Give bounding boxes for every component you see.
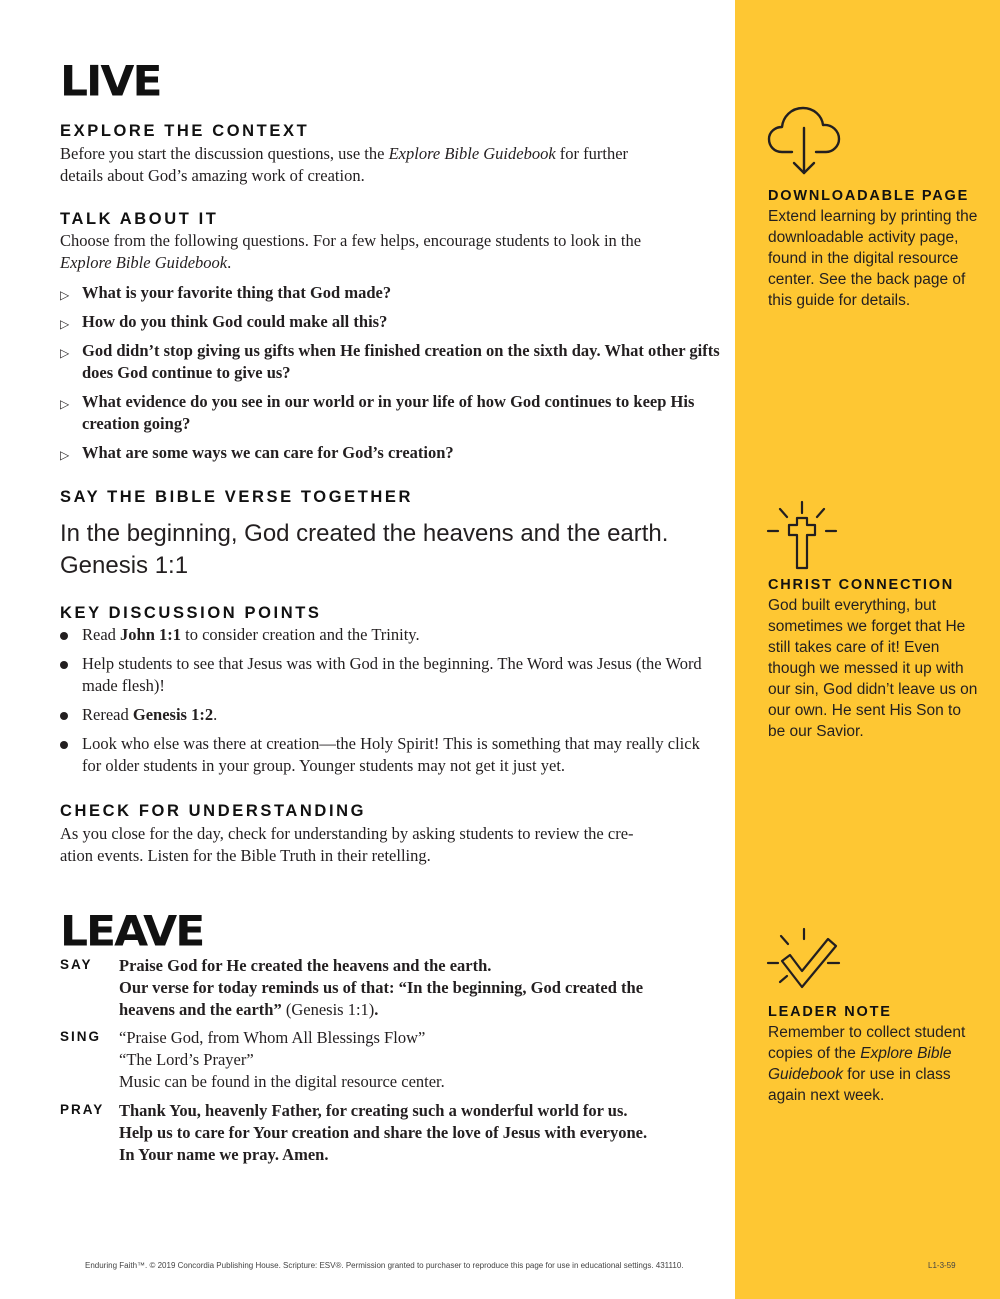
leader-note	[768, 1002, 978, 1106]
explore-text-part: Before you start the discussion questions, use the	[60, 144, 389, 163]
list-item	[60, 311, 720, 333]
point-text: Reread	[82, 705, 133, 724]
question-text: What evidence do you see in our world or in your life of how God continues to keep His creation going?	[82, 392, 695, 433]
pray-line: Thank You, heavenly Father, for creating such a wonderful world for us.	[119, 1101, 628, 1120]
pray-label: PRAY	[60, 1102, 105, 1117]
check-text-part: As you close for the day, check for understanding by asking students to review the cre-	[60, 824, 634, 843]
say-line: Praise God for He created the heavens and the earth.	[119, 956, 492, 975]
shining-checkmark-icon	[766, 927, 842, 997]
guidebook-title: Explore Bible Guidebook	[768, 1045, 952, 1083]
say-label: SAY	[60, 957, 93, 972]
triangle-bullet-icon: ▷	[60, 397, 70, 411]
list-item	[60, 653, 720, 697]
downloadable-text: Extend learning by printing the downloadable activity page, found in the digital resource center. See the back page of this guide for details.	[768, 208, 978, 309]
talk-heading: TALK ABOUT IT	[60, 210, 219, 228]
sing-line: Music can be found in the digital resource center.	[119, 1072, 445, 1091]
sing-line: “The Lord’s Prayer”	[119, 1050, 254, 1069]
leader-text-part: for use in class again next week.	[768, 1066, 951, 1104]
pray-line: In Your name we pray. Amen.	[119, 1145, 329, 1164]
triangle-bullet-icon: ▷	[60, 288, 70, 302]
downloadable-note	[768, 186, 978, 311]
leader-text	[768, 1022, 978, 1106]
leader-heading: LEADER NOTE	[768, 1004, 892, 1020]
verse-heading: SAY THE BIBLE VERSE TOGETHER	[60, 488, 414, 506]
point-text: to consider creation and the Trinity.	[181, 625, 420, 644]
say-line: Our verse for today reminds us of that: “In the beginning, God created the	[119, 978, 644, 997]
check-heading: CHECK FOR UNDERSTANDING	[60, 802, 367, 820]
question-text: How do you think God could make all this?	[82, 312, 388, 331]
scripture-ref: John 1:1	[120, 625, 182, 644]
cloud-download-icon	[766, 100, 844, 178]
pray-line: Help us to care for Your creation and share the love of Jesus with everyone.	[119, 1123, 648, 1142]
bullet-dot-icon	[60, 632, 68, 640]
say-line-part: heavens and the earth”	[119, 1000, 282, 1019]
explore-text-part: for further	[555, 144, 629, 163]
sing-label: SING	[60, 1029, 102, 1044]
leader-text-part: Remember to collect student copies of the	[768, 1024, 966, 1062]
bullet-dot-icon	[60, 661, 68, 669]
list-item	[60, 391, 720, 435]
question-list	[60, 282, 720, 471]
list-item	[60, 282, 720, 304]
christ-text: God built everything, but sometimes we forget that He still takes care of it! Even though we messed it up with our sin, God didn’t leave us on our own. He sent His Son to be our Savior.	[768, 597, 978, 740]
list-item	[60, 704, 720, 726]
downloadable-heading: DOWNLOADABLE PAGE	[768, 188, 970, 204]
scripture-ref: Genesis 1:2	[132, 705, 214, 724]
say-line	[119, 999, 729, 1021]
christ-connection-note	[768, 575, 978, 742]
question-text: What is your favorite thing that God made?	[82, 283, 392, 302]
say-line-part: .	[374, 1000, 379, 1019]
list-item	[60, 442, 720, 464]
shining-cross-icon	[766, 500, 838, 576]
talk-intro-part: Choose from the following questions. For a few helps, encourage students to look in the	[60, 231, 642, 250]
leave-title: LEAVE	[60, 907, 204, 956]
guidebook-title: Explore Bible Guidebook	[388, 144, 556, 163]
say-text	[119, 955, 729, 1021]
pray-text	[119, 1100, 729, 1166]
point-text: Read	[82, 625, 121, 644]
bullet-dot-icon	[60, 741, 68, 749]
list-item	[60, 340, 720, 384]
point-text: Look who else was there at creation—the Holy Spirit! This is something that may really click for older students in your group. Younger students may not get it just yet.	[82, 734, 700, 775]
explore-text	[60, 143, 720, 187]
bullet-dot-icon	[60, 712, 68, 720]
sing-line: “Praise God, from Whom All Blessings Flow”	[119, 1028, 426, 1047]
copyright-footer: Enduring Faith™. © 2019 Concordia Publishing House. Scripture: ESV®. Permission granted to purchaser to reproduce this page for use in educational settings. 431110.	[85, 1261, 684, 1270]
question-text: God didn’t stop giving us gifts when He finished creation on the sixth day. What other gifts does God continue to give us?	[82, 341, 720, 382]
triangle-bullet-icon: ▷	[60, 346, 70, 360]
live-title: LIVE	[60, 57, 161, 106]
sing-text	[119, 1027, 729, 1093]
bible-verse: In the beginning, God created the heavens and the earth. Genesis 1:1	[60, 520, 669, 579]
check-text	[60, 823, 720, 867]
key-points-heading: KEY DISCUSSION POINTS	[60, 604, 322, 622]
christ-heading: CHRIST CONNECTION	[768, 577, 955, 593]
key-points-list	[60, 624, 720, 784]
say-line-part: (Genesis 1:1)	[281, 1000, 375, 1019]
guidebook-title: Explore Bible Guidebook	[60, 253, 228, 272]
list-item	[60, 733, 720, 777]
point-text: Help students to see that Jesus was with God in the beginning. The Word was Jesus (the Word made flesh)!	[82, 654, 702, 695]
talk-intro-part: .	[227, 253, 232, 272]
triangle-bullet-icon: ▷	[60, 317, 70, 331]
list-item	[60, 624, 720, 646]
triangle-bullet-icon: ▷	[60, 448, 70, 462]
question-text: What are some ways we can care for God’s creation?	[82, 443, 454, 462]
talk-intro	[60, 230, 720, 274]
explore-heading: EXPLORE THE CONTEXT	[60, 122, 310, 140]
check-text-part: ation events. Listen for the Bible Truth in their retelling.	[60, 846, 431, 865]
page-code: L1-3-59	[928, 1261, 956, 1270]
explore-text-part: details about God’s amazing work of creation.	[60, 166, 365, 185]
point-text: .	[213, 705, 218, 724]
